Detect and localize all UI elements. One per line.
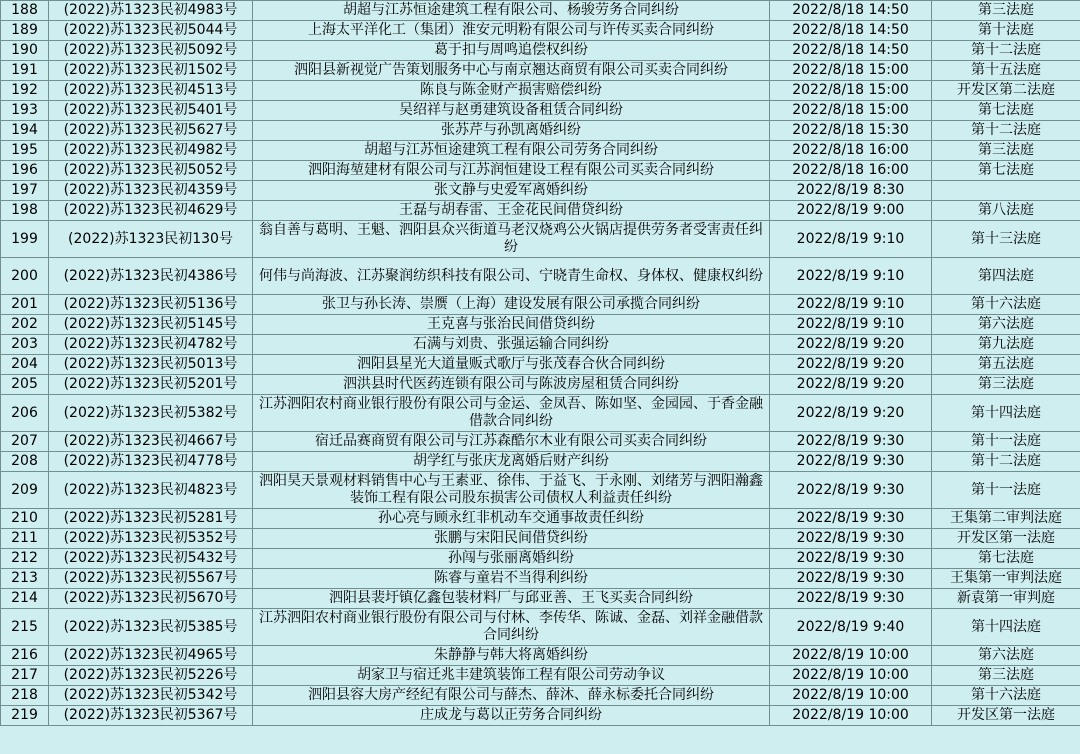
case-number-cell: (2022)苏1323民初1502号 xyxy=(49,61,253,81)
hearing-time-cell: 2022/8/19 9:30 xyxy=(770,509,932,529)
hearing-time-cell: 2022/8/19 10:00 xyxy=(770,706,932,726)
hearing-time-cell: 2022/8/18 15:00 xyxy=(770,81,932,101)
case-title-cell: 泗阳县裴圩镇亿鑫包装材料厂与邱亚善、王飞买卖合同纠纷 xyxy=(253,589,770,609)
case-number-cell: (2022)苏1323民初5092号 xyxy=(49,41,253,61)
table-row xyxy=(1,335,1080,355)
table-row xyxy=(1,141,1080,161)
case-title-cell: 庄成龙与葛以正劳务合同纠纷 xyxy=(253,706,770,726)
courtroom-cell: 第十三法庭 xyxy=(932,221,1080,258)
courtroom-cell: 第十法庭 xyxy=(932,21,1080,41)
row-number-cell: 189 xyxy=(1,21,49,41)
courtroom-cell: 第三法庭 xyxy=(932,1,1080,21)
case-number-cell: (2022)苏1323民初5401号 xyxy=(49,101,253,121)
table-row xyxy=(1,432,1080,452)
case-title-cell: 陈睿与童岩不当得利纠纷 xyxy=(253,569,770,589)
table-row xyxy=(1,221,1080,258)
row-number-cell: 193 xyxy=(1,101,49,121)
case-title-cell: 王克喜与张治民间借贷纠纷 xyxy=(253,315,770,335)
case-title-cell: 泗洪县时代医药连锁有限公司与陈波房屋租赁合同纠纷 xyxy=(253,375,770,395)
case-title-cell: 葛于扣与周鸣追偿权纠纷 xyxy=(253,41,770,61)
case-number-cell: (2022)苏1323民初4782号 xyxy=(49,335,253,355)
courtroom-cell: 第七法庭 xyxy=(932,549,1080,569)
row-number-cell: 211 xyxy=(1,529,49,549)
row-number-cell: 195 xyxy=(1,141,49,161)
table-row xyxy=(1,375,1080,395)
case-number-cell: (2022)苏1323民初5226号 xyxy=(49,666,253,686)
courtroom-cell: 开发区第二法庭 xyxy=(932,81,1080,101)
hearing-time-cell: 2022/8/19 9:10 xyxy=(770,315,932,335)
table-row xyxy=(1,315,1080,335)
table-row xyxy=(1,61,1080,81)
courtroom-cell: 第十四法庭 xyxy=(932,609,1080,646)
row-number-cell: 216 xyxy=(1,646,49,666)
case-title-cell: 泗阳昊天景观材料销售中心与王素亚、徐伟、于益飞、于永刚、刘绪芳与泗阳瀚鑫装饰工程有限公司股东损害公司债权人利益责任纠纷 xyxy=(253,472,770,509)
table-row xyxy=(1,646,1080,666)
courtroom-cell: 第十二法庭 xyxy=(932,452,1080,472)
case-title-cell: 江苏泗阳农村商业银行股份有限公司与付林、李传华、陈诚、金磊、刘祥金融借款合同纠纷 xyxy=(253,609,770,646)
case-title-cell: 胡超与江苏恒途建筑工程有限公司、杨骏劳务合同纠纷 xyxy=(253,1,770,21)
row-number-cell: 213 xyxy=(1,569,49,589)
courtroom-cell: 第七法庭 xyxy=(932,161,1080,181)
row-number-cell: 217 xyxy=(1,666,49,686)
table-row xyxy=(1,1,1080,21)
case-number-cell: (2022)苏1323民初5567号 xyxy=(49,569,253,589)
row-number-cell: 209 xyxy=(1,472,49,509)
case-number-cell: (2022)苏1323民初4513号 xyxy=(49,81,253,101)
case-title-cell: 泗阳县星光大道量贩式歌厅与张茂春合伙合同纠纷 xyxy=(253,355,770,375)
case-title-cell: 宿迁品赛商贸有限公司与江苏森酷尔木业有限公司买卖合同纠纷 xyxy=(253,432,770,452)
table-row xyxy=(1,41,1080,61)
table-row xyxy=(1,395,1080,432)
table-row xyxy=(1,355,1080,375)
table-row xyxy=(1,101,1080,121)
table-row xyxy=(1,181,1080,201)
hearing-time-cell: 2022/8/19 9:30 xyxy=(770,452,932,472)
courtroom-cell: 第六法庭 xyxy=(932,315,1080,335)
case-number-cell: (2022)苏1323民初5385号 xyxy=(49,609,253,646)
case-title-cell: 泗阳县新视觉广告策划服务中心与南京翘达商贸有限公司买卖合同纠纷 xyxy=(253,61,770,81)
hearing-time-cell: 2022/8/18 15:30 xyxy=(770,121,932,141)
case-number-cell: (2022)苏1323民初4823号 xyxy=(49,472,253,509)
table-row xyxy=(1,472,1080,509)
table-row xyxy=(1,569,1080,589)
courtroom-cell: 第九法庭 xyxy=(932,335,1080,355)
case-number-cell: (2022)苏1323民初5145号 xyxy=(49,315,253,335)
case-number-cell: (2022)苏1323民初4983号 xyxy=(49,1,253,21)
case-title-cell: 孙闯与张丽离婚纠纷 xyxy=(253,549,770,569)
row-number-cell: 218 xyxy=(1,686,49,706)
table-row xyxy=(1,452,1080,472)
hearing-time-cell: 2022/8/18 15:00 xyxy=(770,61,932,81)
table-row xyxy=(1,21,1080,41)
row-number-cell: 198 xyxy=(1,201,49,221)
hearing-time-cell: 2022/8/19 9:10 xyxy=(770,295,932,315)
case-number-cell: (2022)苏1323民初4667号 xyxy=(49,432,253,452)
row-number-cell: 215 xyxy=(1,609,49,646)
courtroom-cell: 第四法庭 xyxy=(932,258,1080,295)
case-number-cell: (2022)苏1323民初5627号 xyxy=(49,121,253,141)
case-title-cell: 陈良与陈金财产损害赔偿纠纷 xyxy=(253,81,770,101)
row-number-cell: 208 xyxy=(1,452,49,472)
hearing-time-cell: 2022/8/19 9:20 xyxy=(770,355,932,375)
row-number-cell: 197 xyxy=(1,181,49,201)
table-row xyxy=(1,589,1080,609)
courtroom-cell xyxy=(932,181,1080,201)
case-number-cell: (2022)苏1323民初4982号 xyxy=(49,141,253,161)
courtroom-cell: 第六法庭 xyxy=(932,646,1080,666)
courtroom-cell: 第五法庭 xyxy=(932,355,1080,375)
hearing-time-cell: 2022/8/18 14:50 xyxy=(770,1,932,21)
table-row xyxy=(1,706,1080,726)
hearing-time-cell: 2022/8/19 9:10 xyxy=(770,258,932,295)
case-title-cell: 张文静与史爱军离婚纠纷 xyxy=(253,181,770,201)
row-number-cell: 202 xyxy=(1,315,49,335)
table-row xyxy=(1,161,1080,181)
case-number-cell: (2022)苏1323民初4629号 xyxy=(49,201,253,221)
hearing-time-cell: 2022/8/18 16:00 xyxy=(770,161,932,181)
row-number-cell: 196 xyxy=(1,161,49,181)
case-number-cell: (2022)苏1323民初5670号 xyxy=(49,589,253,609)
hearing-time-cell: 2022/8/19 9:40 xyxy=(770,609,932,646)
hearing-time-cell: 2022/8/18 14:50 xyxy=(770,21,932,41)
courtroom-cell: 开发区第一法庭 xyxy=(932,529,1080,549)
courtroom-cell: 王集第二审判法庭 xyxy=(932,509,1080,529)
courtroom-cell: 开发区第一法庭 xyxy=(932,706,1080,726)
case-title-cell: 朱静静与韩大将离婚纠纷 xyxy=(253,646,770,666)
courtroom-cell: 第十二法庭 xyxy=(932,121,1080,141)
row-number-cell: 205 xyxy=(1,375,49,395)
hearing-time-cell: 2022/8/19 10:00 xyxy=(770,646,932,666)
table-row xyxy=(1,295,1080,315)
table-row xyxy=(1,81,1080,101)
hearing-time-cell: 2022/8/19 8:30 xyxy=(770,181,932,201)
hearing-time-cell: 2022/8/19 9:30 xyxy=(770,569,932,589)
courtroom-cell: 第十二法庭 xyxy=(932,41,1080,61)
row-number-cell: 210 xyxy=(1,509,49,529)
hearing-time-cell: 2022/8/19 9:30 xyxy=(770,472,932,509)
courtroom-cell: 新袁第一审判庭 xyxy=(932,589,1080,609)
case-number-cell: (2022)苏1323民初5044号 xyxy=(49,21,253,41)
hearing-time-cell: 2022/8/19 9:20 xyxy=(770,335,932,355)
courtroom-cell: 第十六法庭 xyxy=(932,295,1080,315)
hearing-time-cell: 2022/8/19 9:30 xyxy=(770,589,932,609)
courtroom-cell: 第七法庭 xyxy=(932,101,1080,121)
case-number-cell: (2022)苏1323民初5281号 xyxy=(49,509,253,529)
table-row xyxy=(1,509,1080,529)
courtroom-cell: 第三法庭 xyxy=(932,375,1080,395)
case-title-cell: 上海太平洋化工（集团）淮安元明粉有限公司与许传买卖合同纠纷 xyxy=(253,21,770,41)
case-number-cell: (2022)苏1323民初5352号 xyxy=(49,529,253,549)
case-title-cell: 孙心亮与顾永红非机动车交通事故责任纠纷 xyxy=(253,509,770,529)
hearing-time-cell: 2022/8/19 9:30 xyxy=(770,529,932,549)
hearing-time-cell: 2022/8/19 9:20 xyxy=(770,375,932,395)
case-title-cell: 张鹏与宋阳民间借贷纠纷 xyxy=(253,529,770,549)
row-number-cell: 201 xyxy=(1,295,49,315)
case-title-cell: 胡学红与张庆龙离婚后财产纠纷 xyxy=(253,452,770,472)
case-number-cell: (2022)苏1323民初5013号 xyxy=(49,355,253,375)
case-title-cell: 泗阳海堃建材有限公司与江苏润恒建设工程有限公司买卖合同纠纷 xyxy=(253,161,770,181)
table-row xyxy=(1,549,1080,569)
table-row xyxy=(1,666,1080,686)
case-title-cell: 王磊与胡春雷、王金花民间借贷纠纷 xyxy=(253,201,770,221)
row-number-cell: 206 xyxy=(1,395,49,432)
case-title-cell: 吴绍祥与赵勇建筑设备租赁合同纠纷 xyxy=(253,101,770,121)
row-number-cell: 214 xyxy=(1,589,49,609)
courtroom-cell: 第十六法庭 xyxy=(932,686,1080,706)
hearing-time-cell: 2022/8/19 9:20 xyxy=(770,395,932,432)
case-title-cell: 胡超与江苏恒途建筑工程有限公司劳务合同纠纷 xyxy=(253,141,770,161)
courtroom-cell: 第三法庭 xyxy=(932,141,1080,161)
hearing-time-cell: 2022/8/18 16:00 xyxy=(770,141,932,161)
case-title-cell: 张苏芹与孙凯离婚纠纷 xyxy=(253,121,770,141)
hearing-time-cell: 2022/8/19 10:00 xyxy=(770,686,932,706)
case-title-cell: 张卫与孙长涛、崇赝（上海）建设发展有限公司承揽合同纠纷 xyxy=(253,295,770,315)
case-number-cell: (2022)苏1323民初4965号 xyxy=(49,646,253,666)
row-number-cell: 203 xyxy=(1,335,49,355)
case-number-cell: (2022)苏1323民初130号 xyxy=(49,221,253,258)
row-number-cell: 199 xyxy=(1,221,49,258)
case-number-cell: (2022)苏1323民初5382号 xyxy=(49,395,253,432)
courtroom-cell: 第三法庭 xyxy=(932,666,1080,686)
courtroom-cell: 第十一法庭 xyxy=(932,472,1080,509)
case-title-cell: 胡家卫与宿迁兆丰建筑装饰工程有限公司劳动争议 xyxy=(253,666,770,686)
table-row xyxy=(1,121,1080,141)
table-row xyxy=(1,258,1080,295)
row-number-cell: 204 xyxy=(1,355,49,375)
case-number-cell: (2022)苏1323民初5136号 xyxy=(49,295,253,315)
row-number-cell: 191 xyxy=(1,61,49,81)
hearing-time-cell: 2022/8/19 9:00 xyxy=(770,201,932,221)
row-number-cell: 207 xyxy=(1,432,49,452)
table-row xyxy=(1,529,1080,549)
case-number-cell: (2022)苏1323民初5052号 xyxy=(49,161,253,181)
courtroom-cell: 第八法庭 xyxy=(932,201,1080,221)
hearing-time-cell: 2022/8/19 9:30 xyxy=(770,549,932,569)
hearing-time-cell: 2022/8/19 9:10 xyxy=(770,221,932,258)
row-number-cell: 219 xyxy=(1,706,49,726)
hearing-time-cell: 2022/8/18 15:00 xyxy=(770,101,932,121)
case-number-cell: (2022)苏1323民初5201号 xyxy=(49,375,253,395)
case-title-cell: 何伟与尚海波、江苏聚润纺织科技有限公司、宁晓青生命权、身体权、健康权纠纷 xyxy=(253,258,770,295)
case-number-cell: (2022)苏1323民初4778号 xyxy=(49,452,253,472)
hearing-time-cell: 2022/8/19 9:30 xyxy=(770,432,932,452)
courtroom-cell: 第十一法庭 xyxy=(932,432,1080,452)
table-row xyxy=(1,609,1080,646)
row-number-cell: 190 xyxy=(1,41,49,61)
case-number-cell: (2022)苏1323民初5342号 xyxy=(49,686,253,706)
hearing-time-cell: 2022/8/19 10:00 xyxy=(770,666,932,686)
case-number-cell: (2022)苏1323民初4359号 xyxy=(49,181,253,201)
row-number-cell: 200 xyxy=(1,258,49,295)
case-number-cell: (2022)苏1323民初5432号 xyxy=(49,549,253,569)
case-title-cell: 江苏泗阳农村商业银行股份有限公司与金运、金凤吾、陈如坚、金园园、于香金融借款合同纠纷 xyxy=(253,395,770,432)
hearing-time-cell: 2022/8/18 14:50 xyxy=(770,41,932,61)
case-title-cell: 翁自善与葛明、王魁、泗阳县众兴街道马老汉烧鸡公火锅店提供劳务者受害责任纠纷 xyxy=(253,221,770,258)
table-body xyxy=(1,1,1080,726)
case-title-cell: 石满与刘贵、张强运输合同纠纷 xyxy=(253,335,770,355)
table-row xyxy=(1,686,1080,706)
case-number-cell: (2022)苏1323民初4386号 xyxy=(49,258,253,295)
courtroom-cell: 第十四法庭 xyxy=(932,395,1080,432)
row-number-cell: 194 xyxy=(1,121,49,141)
case-number-cell: (2022)苏1323民初5367号 xyxy=(49,706,253,726)
row-number-cell: 192 xyxy=(1,81,49,101)
case-title-cell: 泗阳县容大房产经纪有限公司与薛杰、薛沐、薛永标委托合同纠纷 xyxy=(253,686,770,706)
table-row xyxy=(1,201,1080,221)
row-number-cell: 188 xyxy=(1,1,49,21)
courtroom-cell: 第十五法庭 xyxy=(932,61,1080,81)
row-number-cell: 212 xyxy=(1,549,49,569)
courtroom-cell: 王集第一审判法庭 xyxy=(932,569,1080,589)
